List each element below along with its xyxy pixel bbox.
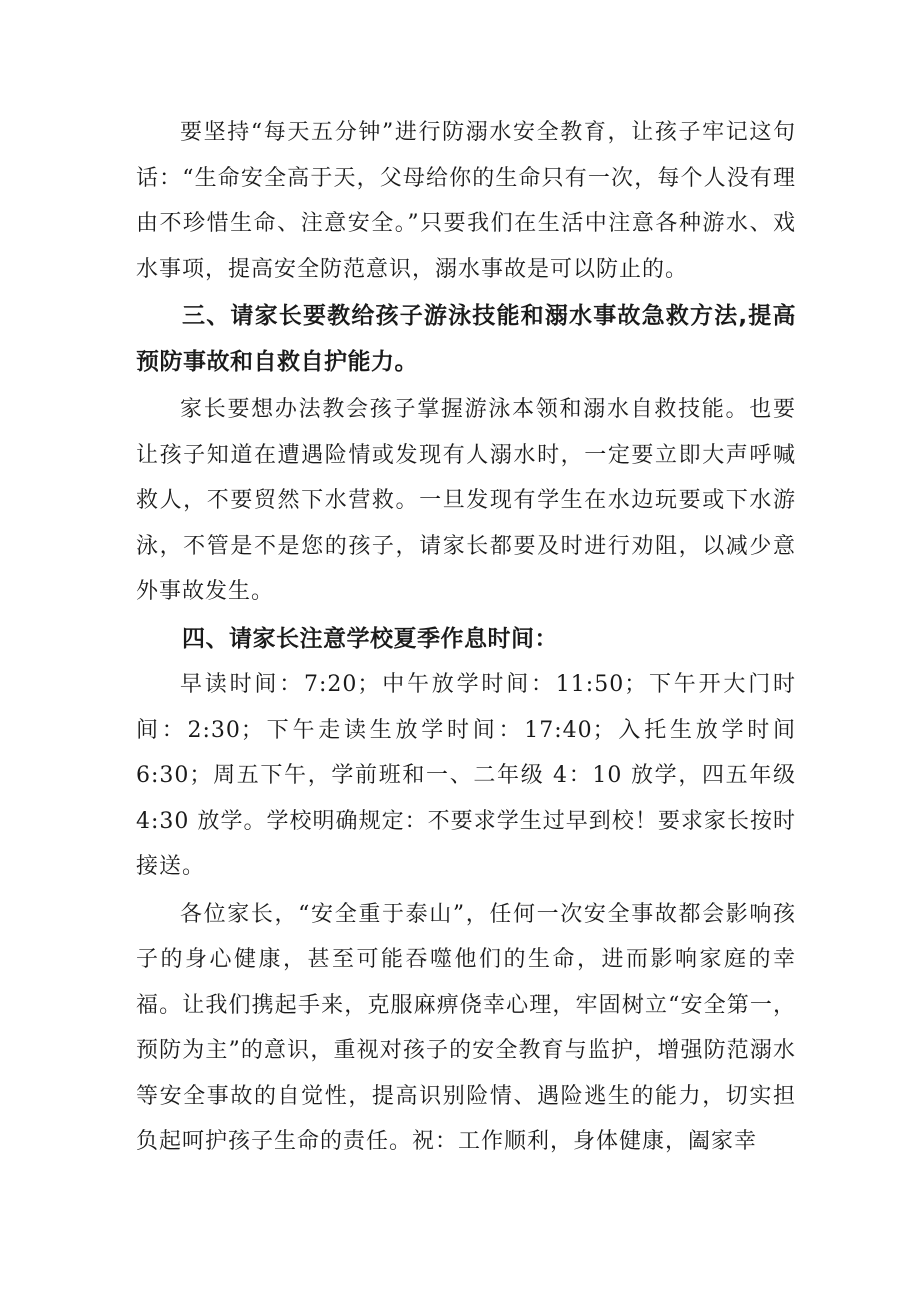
document-page: [136, 110, 796, 1165]
body-paragraph-schedule: 早读时间：7:20；中午放学时间：11:50；下午开大门时间：2:30；下午走读生放学时间：17:40；入托生放学时间 6:30；周五下午，学前班和一、二年级 4：10 放学，四五年级 4:30 放学。学校明确规定：不要求学生过早到校！要求家长按时接送。: [136, 672, 796, 879]
body-paragraph-swimming-skills: 家长要想办法教会孩子掌握游泳本领和溺水自救技能。也要让孩子知道在遭遇险情或发现有人溺水时，一定要立即大声呼喊救人，不要贸然下水营救。一旦发现有学生在水边玩要或下水游泳，不管是不是您的孩子，请家长都要及时进行劝阻，以减少意外事故发生。: [136, 397, 796, 604]
section-heading-3: 三、请家长要教给孩子游泳技能和溺水事故急救方法,提高预防事故和自救自护能力。: [136, 303, 796, 375]
body-paragraph-drowning-education: 要坚持“每天五分钟”进行防溺水安全教育，让孩子牢记这句话：“生命安全高于天，父母给你的生命只有一次，每个人没有理由不珍惜生命、注意安全。”只要我们在生活中注意各种游水、戏水事项，提高安全防范意识，溺水事故是可以防止的。: [136, 120, 796, 282]
body-paragraph-closing: 各位家长，“安全重于泰山”，任何一次安全事故都会影响孩子的身心健康，甚至可能吞噬他们的生命，进而影响家庭的幸福。让我们携起手来，克服麻痹侥幸心理，牢固树立“安全第一，预防为主”的意识，重视对孩子的安全教育与监护，增强防范溺水等安全事故的自觉性，提高识别险情、遇险逃生的能力，切实担负起呵护孩子生命的责任。祝：工作顺利，身体健康，阖家幸: [136, 901, 796, 1154]
section-heading-4: 四、请家长注意学校夏季作息时间：: [182, 625, 558, 652]
